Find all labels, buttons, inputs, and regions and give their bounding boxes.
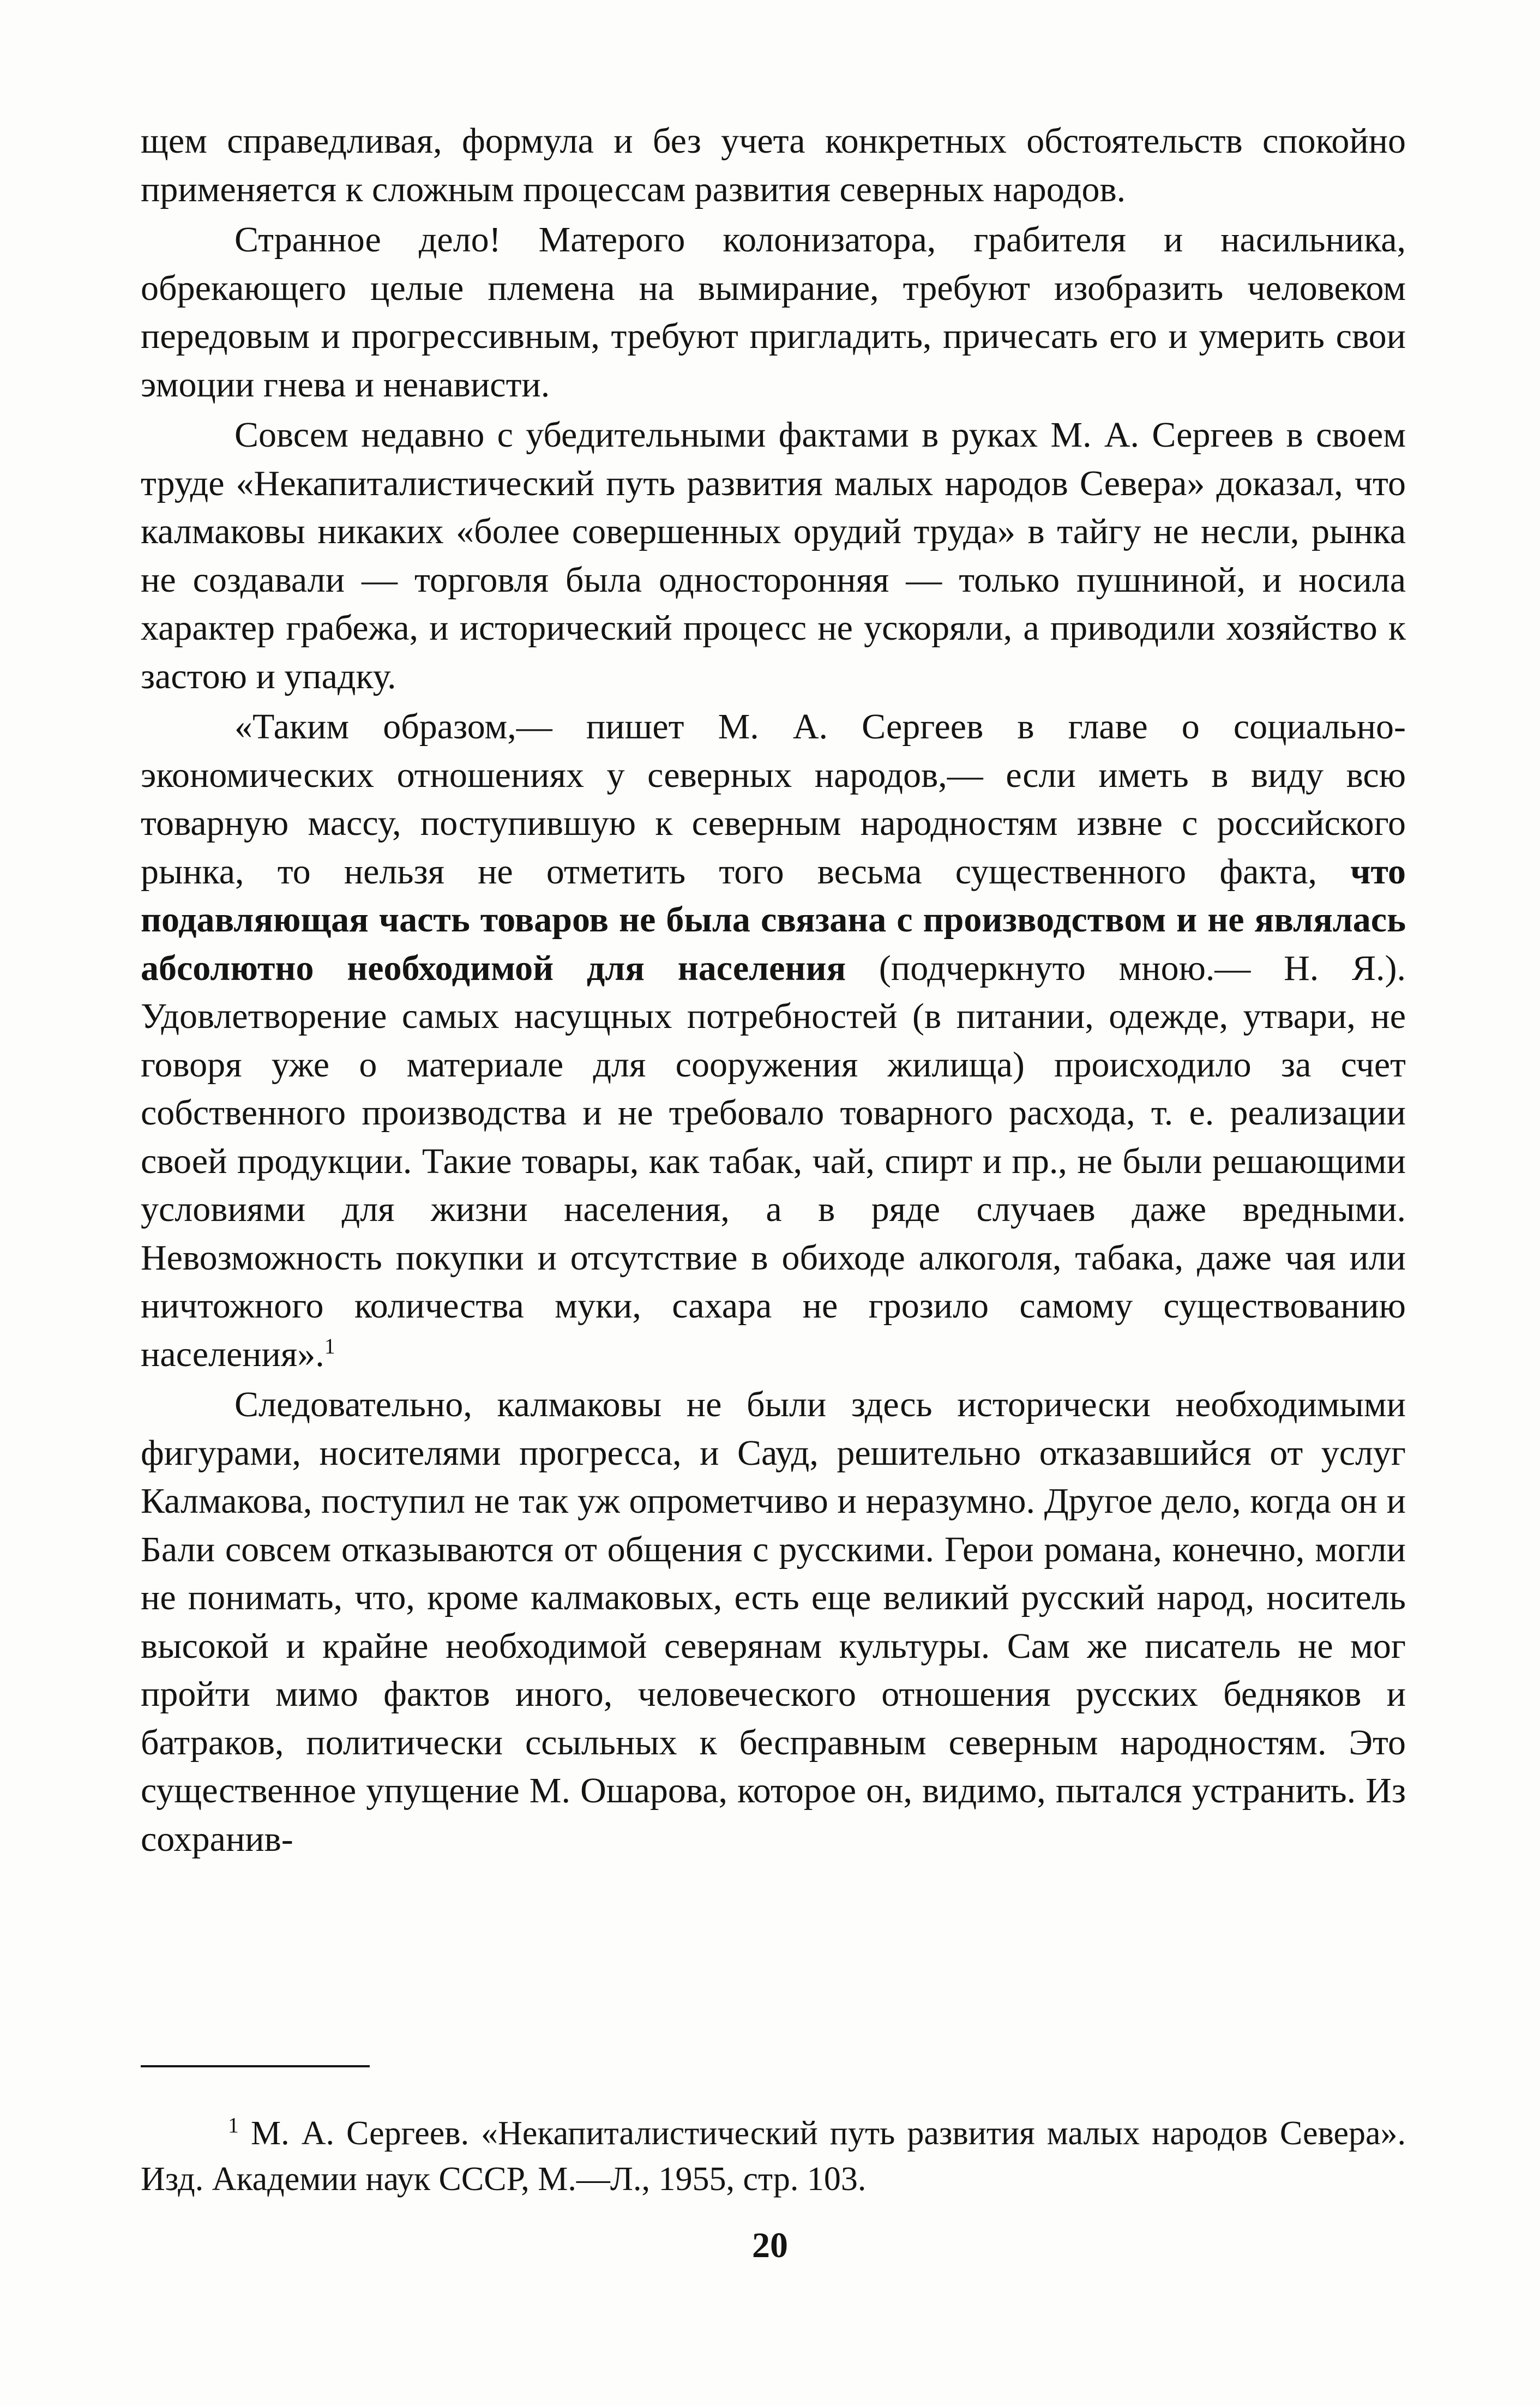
paragraph-text: Следовательно, калмаковы не были здесь исторически необходимыми фигурами, носителями прогресса, и Сауд, решительно отказавшийся от услуг Калмакова, поступил не так уж опрометчиво и неразумно. Другое дело, когда он и Бали совсем отказываются от общения с русскими. Герои романа, конечно, могли не понимать, что, кроме калмаковых, есть еще великий русский народ, носитель высокой и крайне необходимой северянам культуры. Сам же писатель не мог пройти мимо фактов иного, человеческого отношения русских бедняков и батраков, политически ссыльных к бесправным северным народностям. Это существенное упущение М. Ошарова, которое он, видимо, пытался устранить. Из сохранив- — [141, 1385, 1406, 1859]
footnote-text: М. А. Сергеев. «Некапиталистический путь развития малых народов Севера». Изд. Академии наук СССР, М.—Л., 1955, стр. 103. — [141, 2115, 1406, 2198]
quote-text-end: (подчеркнуто мною.— Н. Я.). Удовлетворение самых насущных потребностей (в питании, одежде, утвари, не говоря уже о материале для сооружения жилища) происходило за счет собственного производства и не требовало товарного расхода, т. е. реализации своей продукции. Такие товары, как табак, чай, спирт и пр., не были решающими условиями для жизни населения, а в ряде случаев даже вредными. Невозможность покупки и отсутствие в обиходе алкоголя, табака, даже чая или ничтожного количества муки, сахара не грозило самому существованию населения». — [141, 948, 1406, 1374]
paragraph-text: Странное дело! Матерого колонизатора, грабителя и насильника, обрекающего целые племена на вымирание, требуют изобразить человеком передовым и прогрессивным, требуют пригладить, причесать его и умерить свои эмоции гнева и ненависти. — [141, 220, 1406, 405]
paragraph-text: щем справедливая, формула и без учета конкретных обстоятельств спокойно применяется к сложным процессам развития северных народов. — [141, 121, 1406, 209]
paragraph-continuation — [141, 117, 1406, 214]
footnote — [141, 2110, 1406, 2202]
paragraph-text: Совсем недавно с убедительными фактами в руках М. А. Сергеев в своем труде «Некапиталистический путь развития малых народов Севера» доказал, что калмаковы никаких «более совершенных орудий труда» в тайгу не несли, рынка не создавали — торговля была односторонняя — только пушниной, и носила характер грабежа, и исторический процесс не ускоряли, а приводили хозяйство к застою и упадку. — [141, 415, 1406, 696]
page-number: 20 — [752, 2225, 788, 2265]
footnote-mark: 1 — [228, 2113, 239, 2138]
body-text — [141, 117, 1406, 1863]
quote-emphasis: что подавляющая часть товаров не была связана с производством и не являлась абсолютно необходимой для населения — [141, 851, 1406, 988]
quote-text-start: «Таким образом,— пишет М. А. Сергеев в главе о социально-экономических отношениях у северных народов,— если иметь в виду всю товарную массу, поступившую к северным народностям извне с российского рынка, то нельзя не отметить того весьма существенного факта, — [141, 707, 1406, 892]
footnote-reference: 1 — [324, 1333, 335, 1358]
footnote-divider — [141, 2065, 370, 2067]
paragraph-conclusion — [141, 1381, 1406, 1863]
paragraph-colonizer — [141, 216, 1406, 409]
paragraph-sergeev — [141, 411, 1406, 701]
paragraph-quote — [141, 703, 1406, 1379]
